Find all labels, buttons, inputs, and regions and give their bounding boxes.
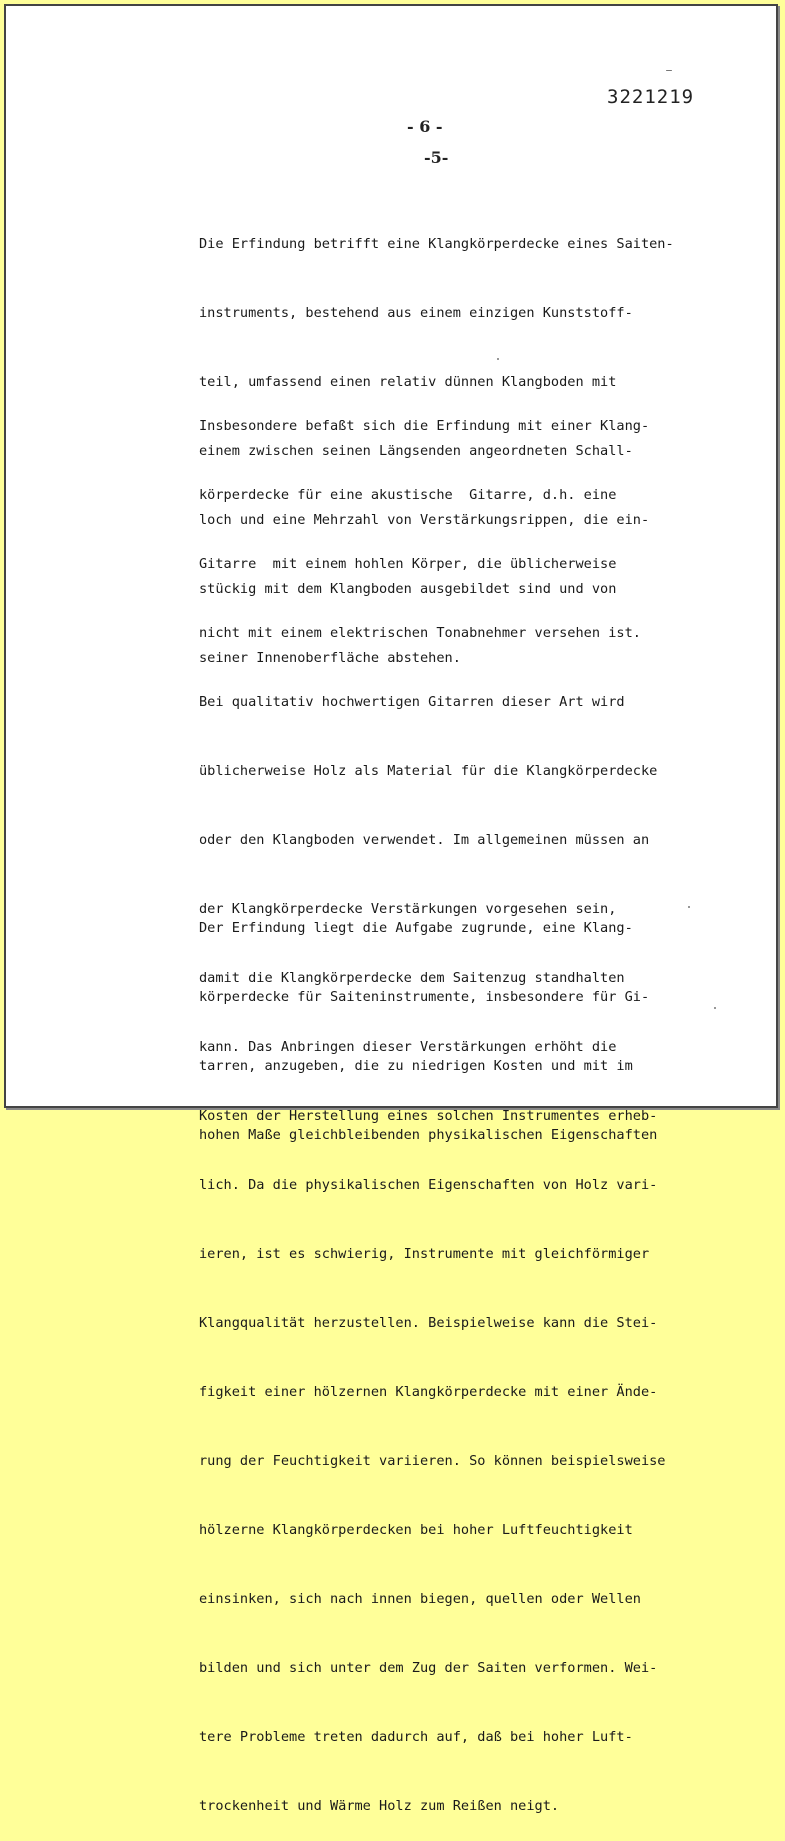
text-line: einsinken, sich nach innen biegen, quellen oder Wellen xyxy=(199,1591,641,1607)
scan-speck xyxy=(666,70,672,71)
text-line: seiner Innenoberfläche abstehen. xyxy=(199,650,461,666)
text-line: nicht mit einem elektrischen Tonabnehmer versehen ist. xyxy=(199,625,641,641)
text-line: der Klangkörperdecke Verstärkungen vorgesehen sein, xyxy=(199,901,617,917)
text-line: einem zwischen seinen Längsenden angeordneten Schall- xyxy=(199,443,633,459)
text-line: trockenheit und Wärme Holz zum Reißen neigt. xyxy=(199,1798,560,1814)
text-line: stückig mit dem Klangboden ausgebildet sind und von xyxy=(199,581,617,597)
scan-speck xyxy=(497,358,499,360)
text-line: lich. Da die physikalischen Eigenschaften von Holz vari- xyxy=(199,1177,658,1193)
text-line: üblicherweise Holz als Material für die Klangkörperdecke xyxy=(199,763,658,779)
text-line: Insbesondere befaßt sich die Erfindung mit einer Klang- xyxy=(199,418,650,434)
text-line: Bei qualitativ hochwertigen Gitarren dieser Art wird xyxy=(199,694,625,710)
page-number-mark: -5- xyxy=(424,148,449,167)
text-line: rung der Feuchtigkeit variieren. So können beispielsweise xyxy=(199,1453,666,1469)
text-line: Die Erfindung betrifft eine Klangkörperdecke eines Saiten- xyxy=(199,236,674,252)
text-line: ieren, ist es schwierig, Instrumente mit gleichförmiger xyxy=(199,1246,650,1262)
text-line: körperdecke für eine akustische Gitarre, d.h. eine xyxy=(199,487,617,503)
text-line: Klangqualität herzustellen. Beispielweise kann die Stei- xyxy=(199,1315,658,1331)
text-line: Gitarre mit einem hohlen Körper, die üblicherweise xyxy=(199,556,617,572)
text-line: damit die Klangkörperdecke dem Saitenzug standhalten xyxy=(199,970,625,986)
text-line: tarren, anzugeben, die zu niedrigen Kosten und mit im xyxy=(199,1058,633,1074)
paragraph-3 xyxy=(199,871,719,1170)
text-line: Der Erfindung liegt die Aufgabe zugrunde, eine Klang- xyxy=(199,920,633,936)
text-line: instruments, bestehend aus einem einzigen Kunststoff- xyxy=(199,305,633,321)
text-line: tere Probleme treten dadurch auf, daß bei hoher Luft- xyxy=(199,1729,633,1745)
text-line: hohen Maße gleichbleibenden physikalischen Eigenschaften xyxy=(199,1127,658,1143)
scan-speck xyxy=(688,906,690,908)
text-line: oder den Klangboden verwendet. Im allgemeinen müssen an xyxy=(199,832,650,848)
text-line: teil, umfassend einen relativ dünnen Klangboden mit xyxy=(199,374,617,390)
text-line: kann. Das Anbringen dieser Verstärkungen erhöht die xyxy=(199,1039,617,1055)
text-line: figkeit einer hölzernen Klangkörperdecke mit einer Ände- xyxy=(199,1384,658,1400)
handwritten-page-mark-text: - 6 - xyxy=(407,117,443,136)
document-number: 3221219 xyxy=(607,86,695,108)
text-line: loch und eine Mehrzahl von Verstärkungsrippen, die ein- xyxy=(199,512,650,528)
text-line: bilden und sich unter dem Zug der Saiten verformen. Wei- xyxy=(199,1660,658,1676)
scan-speck xyxy=(714,1007,716,1009)
handwritten-page-mark xyxy=(407,117,443,136)
text-line: hölzerne Klangkörperdecken bei hoher Luftfeuchtigkeit xyxy=(199,1522,633,1538)
text-line: körperdecke für Saiteninstrumente, insbesondere für Gi- xyxy=(199,989,650,1005)
text-line: Kosten der Herstellung eines solchen Instrumentes erheb- xyxy=(199,1108,658,1124)
